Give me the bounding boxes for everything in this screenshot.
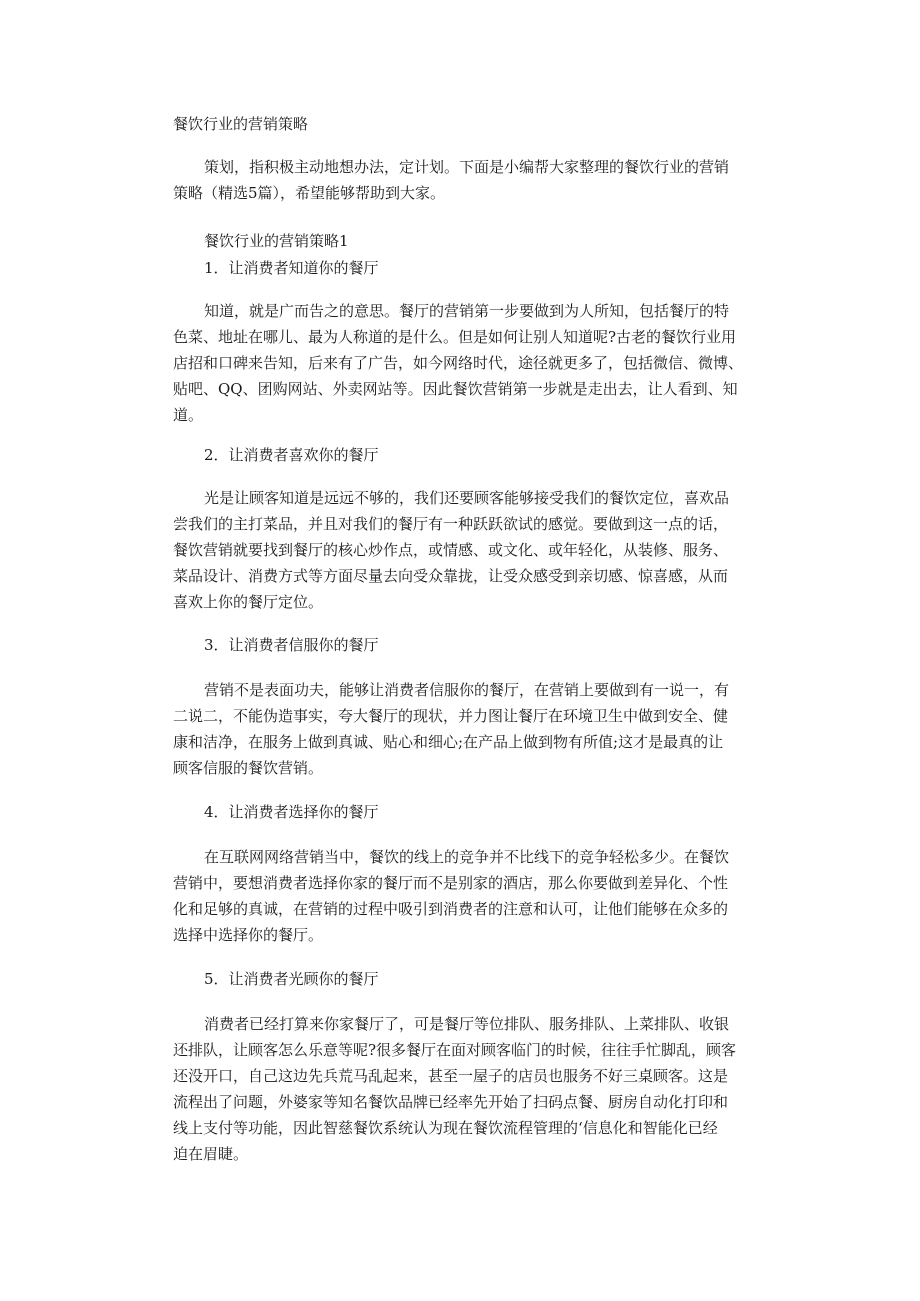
section-heading: 3．让消费者信服你的餐厅 xyxy=(204,636,379,654)
paragraph-line: 在互联网网络营销当中，餐饮的线上的竞争并不比线下的竞争轻松多少。在餐饮 xyxy=(204,848,730,866)
paragraph-line: 线上支付等功能，因此智慈餐饮系统认为现在餐饮流程管理的‘信息化和智能化已经 xyxy=(173,1119,718,1137)
paragraph-line: 还排队，让顾客怎么乐意等呢?很多餐厅在面对顾客临门的时候，往往手忙脚乱，顾客 xyxy=(173,1041,737,1059)
section-heading: 5．让消费者光顾你的餐厅 xyxy=(204,970,379,988)
article-subtitle: 餐饮行业的营销策略1 xyxy=(204,232,349,250)
paragraph-line: 流程出了问题，外婆家等知名餐饮品牌已经率先开始了扫码点餐、厨房自动化打印和 xyxy=(173,1093,729,1111)
section-paragraph xyxy=(173,298,750,428)
paragraph-line: 尝我们的主打菜品，并且对我们的餐厅有一种跃跃欲试的感觉。要做到这一点的话， xyxy=(173,515,729,533)
paragraph-line: 策划，指积极主动地想办法，定计划。下面是小编帮大家整理的餐饮行业的营销 xyxy=(204,158,730,176)
paragraph-line: 贴吧、QQ、团购网站、外卖网站等。因此餐饮营销第一步就是走出去，让人看到、知 xyxy=(173,380,738,398)
paragraph-line: 还没开口，自己这边先兵荒马乱起来，甚至一屋子的店员也服务不好三桌顾客。这是 xyxy=(173,1067,729,1085)
paragraph-line: 化和足够的真诚，在营销的过程中吸引到消费者的注意和认可，让他们能够在众多的 xyxy=(173,900,729,918)
intro-paragraph xyxy=(173,154,750,206)
paragraph-line: 菜品设计、消费方式等方面尽量去向受众靠拢，让受众感受到亲切感、惊喜感，从而 xyxy=(173,567,729,585)
paragraph-line: 营销中，要想消费者选择你家的餐厅而不是别家的酒店，那么你要做到差异化、个性 xyxy=(173,874,729,892)
document-title: 餐饮行业的营销策略 xyxy=(173,115,309,133)
paragraph-line: 光是让顾客知道是远远不够的，我们还要顾客能够接受我们的餐饮定位，喜欢品 xyxy=(204,489,730,507)
paragraph-line: 知道，就是广而告之的意思。餐厅的营销第一步要做到为人所知，包括餐厅的特 xyxy=(204,302,730,320)
paragraph-line: 店招和口碑来告知，后来有了广告，如今网络时代，途径就更多了，包括微信、微博、 xyxy=(173,354,744,372)
paragraph-line: 消费者已经打算来你家餐厅了，可是餐厅等位排队、服务排队、上菜排队、收银 xyxy=(204,1015,730,1033)
paragraph-line: 选择中选择你的餐厅。 xyxy=(173,926,324,944)
section-heading: 1．让消费者知道你的餐厅 xyxy=(204,259,379,277)
section-heading: 2．让消费者喜欢你的餐厅 xyxy=(204,446,379,464)
section-paragraph xyxy=(173,677,750,781)
paragraph-line: 喜欢上你的餐厅定位。 xyxy=(173,593,324,611)
section-paragraph xyxy=(173,1011,750,1167)
section-heading: 4．让消费者选择你的餐厅 xyxy=(204,803,379,821)
paragraph-line: 顾客信服的餐饮营销。 xyxy=(173,759,324,777)
paragraph-line: 营销不是表面功夫，能够让消费者信服你的餐厅，在营销上要做到有一说一，有 xyxy=(204,681,730,699)
paragraph-line: 康和洁净，在服务上做到真诚、贴心和细心;在产品上做到物有所值;这才是最真的让 xyxy=(173,733,724,751)
paragraph-line: 餐饮营销就要找到餐厅的核心炒作点，或情感、或文化、或年轻化，从装修、服务、 xyxy=(173,541,729,559)
paragraph-line: 二说二，不能伪造事实，夸大餐厅的现状，并力图让餐厅在环境卫生中做到安全、健 xyxy=(173,707,729,725)
paragraph-line: 策略（精选5篇），希望能够帮助到大家。 xyxy=(173,184,446,202)
section-paragraph xyxy=(173,844,750,948)
paragraph-line: 色菜、地址在哪儿、最为人称道的是什么。但是如何让别人知道呢?古老的餐饮行业用 xyxy=(173,328,737,346)
section-paragraph xyxy=(173,485,750,615)
paragraph-line: 道。 xyxy=(173,406,204,424)
paragraph-line: 迫在眉睫。 xyxy=(173,1145,249,1163)
